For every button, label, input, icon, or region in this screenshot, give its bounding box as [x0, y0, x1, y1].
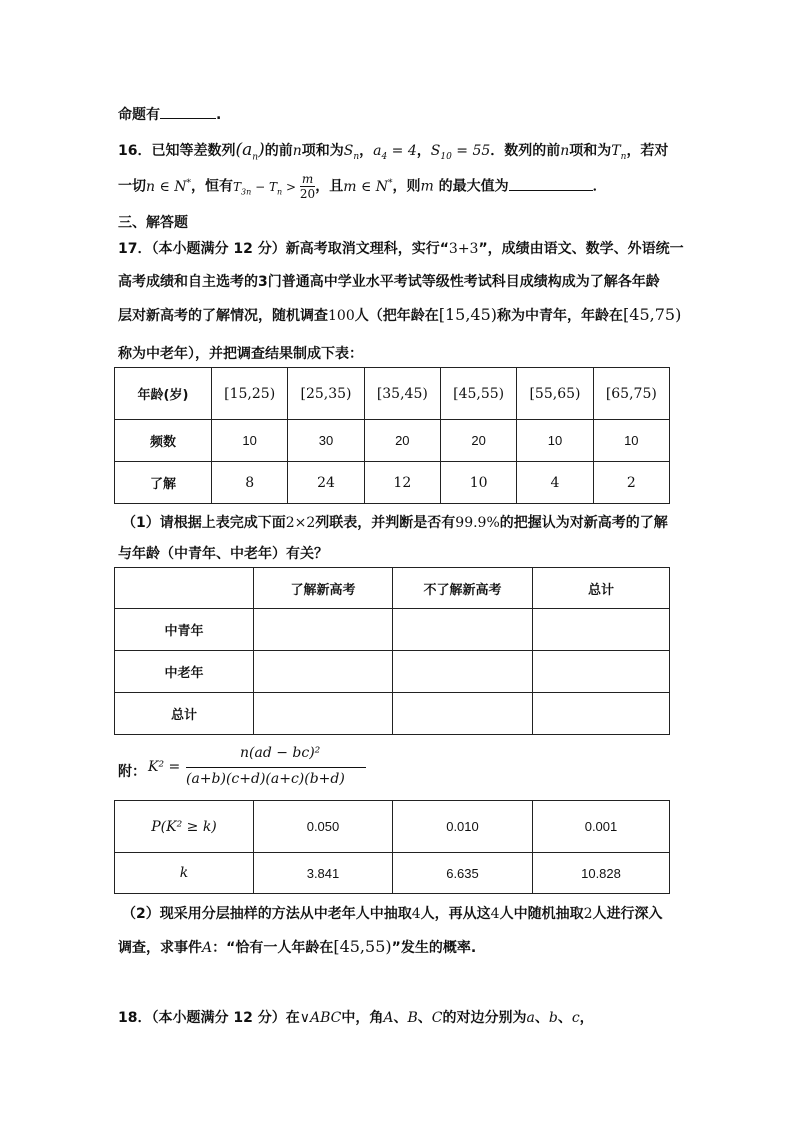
- table3-cell: 10.828: [533, 853, 670, 894]
- q18-a: 18．（本小题满分 12 分）在: [118, 1010, 300, 1026]
- table3-cell: 0.050: [254, 801, 393, 853]
- q17-l3a: 层对新高考的了解情况，随机调查: [118, 308, 328, 324]
- q16-n-in-N: n ∈ N*: [146, 177, 192, 195]
- q18-sep2: 、: [417, 1010, 432, 1026]
- q17-l1a: 17．（本小题满分 12 分）新高考取消文理科，实行“: [118, 241, 449, 257]
- table1-cell: 4: [517, 462, 593, 504]
- table-row: [115, 462, 670, 504]
- table2-cell: [393, 651, 533, 693]
- table1-cell: 20: [364, 420, 440, 462]
- table-row: [115, 693, 670, 735]
- q16-n-2: n: [560, 143, 570, 159]
- q16-l2c: ，恒有: [191, 178, 234, 195]
- q16-m: m: [420, 178, 434, 195]
- table2-cell: [533, 651, 670, 693]
- table1-cell: 10: [440, 462, 516, 504]
- p2c: 人，再从这: [420, 906, 491, 922]
- p2g: 人进行深入: [592, 906, 663, 922]
- q18-sep3: 、: [534, 1010, 549, 1026]
- p1a: （1）请根据上表完成下面: [122, 515, 286, 531]
- table2-cell: [393, 609, 533, 651]
- q16-l2k: 的最大值为: [433, 178, 509, 195]
- table2-cell: 总计: [115, 693, 254, 735]
- table3-cell: k: [115, 853, 254, 894]
- q16-line1: [118, 140, 668, 162]
- table1-cell: 24: [288, 462, 364, 504]
- table-row: [115, 651, 670, 693]
- table3-cell: P(K² ≥ k): [115, 801, 254, 853]
- table3-cell: 3.841: [254, 853, 393, 894]
- table2-cell: 中青年: [115, 609, 254, 651]
- q16-inequality: $T_{3n} - T_n$ >: [233, 179, 300, 196]
- table-row: [115, 801, 670, 853]
- q17-line4: 称为中老年），并把调查结果制成下表：: [118, 346, 363, 362]
- q16-fraction: $\frac{m}{20}$: [299, 172, 316, 201]
- q17-100: 100: [328, 308, 355, 324]
- q18-sep4: 、: [557, 1010, 572, 1026]
- critical-value-table: [114, 800, 670, 894]
- section-heading: 三、解答题: [118, 215, 188, 231]
- q16-l2a: 一切: [118, 178, 146, 195]
- table3-cell: 6.635: [393, 853, 533, 894]
- q16-comma-1: ，: [359, 143, 374, 159]
- p1-percent: 99.9%: [455, 515, 500, 531]
- event-A: A: [202, 940, 213, 956]
- p2e: 人中随机抽取: [499, 906, 584, 922]
- q17-part2-line2: [118, 937, 476, 957]
- table1-cell: [55,65): [517, 368, 593, 420]
- answer-blank-16: [509, 178, 593, 191]
- formula-numerator: n(ad − bc)²: [240, 745, 321, 761]
- q16-text-c: 项和为: [301, 143, 344, 159]
- q16-line2: [118, 172, 607, 201]
- q18-a-side: a: [526, 1010, 535, 1026]
- q16-Tn: $T_n$: [611, 143, 627, 162]
- q18-c-side: c: [571, 1010, 580, 1026]
- table2-cell: [115, 568, 254, 609]
- q18-b-side: b: [548, 1010, 558, 1026]
- line1-text: 命题有: [118, 107, 160, 123]
- p1e: 的把握认为对新高考的了解: [499, 515, 668, 531]
- table2-cell: [533, 693, 670, 735]
- table1-cell: 2: [593, 462, 669, 504]
- table2-cell: 总计: [533, 568, 670, 609]
- q17-part1-line2: 与年龄（中青年、中老年）有关？: [118, 546, 328, 562]
- line-fill-blank-15: 命题有 .: [118, 107, 222, 123]
- table1-cell: 20: [440, 420, 516, 462]
- q17-l3e: 称为中青年，年龄在: [497, 308, 624, 324]
- q18-B: B: [407, 1010, 418, 1026]
- table2-cell: 不了解新高考: [393, 568, 533, 609]
- table2-cell: [254, 693, 393, 735]
- q16-l2g: ，且: [315, 178, 344, 195]
- table-row: [115, 420, 670, 462]
- table1-header-row: [115, 368, 670, 420]
- q17-part1-line1: [122, 512, 668, 532]
- table2-cell: [254, 609, 393, 651]
- q18-A: A: [383, 1010, 394, 1026]
- q16-text-a: 已知等差数列: [151, 143, 236, 159]
- table1-cell: [65,75): [593, 368, 669, 420]
- table1-cell: 8: [212, 462, 288, 504]
- table1-cell: [45,55): [440, 368, 516, 420]
- q16-number: 16．: [118, 143, 152, 159]
- q16-comma-2: ，: [416, 143, 431, 159]
- q18-C: C: [431, 1010, 443, 1026]
- p2-4: 4: [411, 906, 421, 922]
- q16-text-f: ．数列的前: [490, 143, 561, 159]
- table2-cell: [393, 693, 533, 735]
- q18-end: ，: [579, 1010, 594, 1026]
- age-frequency-table: [114, 367, 670, 504]
- p2h: 调查，求事件: [118, 940, 202, 956]
- table2-cell: 中老年: [115, 651, 254, 693]
- formula-fraction-bar: [186, 767, 366, 768]
- q18-b: 中，角: [341, 1010, 384, 1026]
- table1-cell: [15,25): [212, 368, 288, 420]
- q18-line: [118, 1007, 594, 1027]
- q17-line3: [118, 305, 681, 325]
- q16-a4: $a_4 = 4$: [373, 143, 417, 162]
- q17-l3c: 人（把年龄在: [354, 308, 439, 324]
- formula-denominator: (a+b)(c+d)(a+c)(b+d): [186, 771, 345, 787]
- table1-cell: 10: [212, 420, 288, 462]
- p1-2x2: 2×2: [285, 515, 316, 531]
- q16-l2i: ，则: [392, 178, 421, 195]
- table2-cell: [254, 651, 393, 693]
- table2-cell: 了解新高考: [254, 568, 393, 609]
- answer-blank: [160, 106, 216, 119]
- q18-triangle: ∨ABC: [299, 1010, 342, 1026]
- table1-cell: 频数: [115, 420, 212, 462]
- table1-cell: 30: [288, 420, 364, 462]
- table3-cell: 0.001: [533, 801, 670, 853]
- q17-3plus3: 3+3: [448, 241, 479, 257]
- q16-text-g: 项和为: [569, 143, 612, 159]
- table1-cell: 12: [364, 462, 440, 504]
- q17-l1c: ”，成绩由语文、数学、外语统一: [478, 241, 684, 257]
- q17-line1: [118, 238, 684, 258]
- q18-sep1: 、: [393, 1010, 408, 1026]
- table-row: [115, 853, 670, 894]
- table1-cell: 了解: [115, 462, 212, 504]
- table1-cell: 10: [517, 420, 593, 462]
- table2-header-row: [115, 568, 670, 609]
- table1-cell: [25,35): [288, 368, 364, 420]
- q16-period: ．: [592, 178, 607, 195]
- p2-4b: 4: [490, 906, 500, 922]
- q16-n: n: [292, 143, 302, 159]
- q17-interval-2: [45,75): [623, 305, 682, 324]
- table3-cell: 0.010: [393, 801, 533, 853]
- q16-m-in-N: m ∈ N*: [343, 177, 393, 195]
- table1-cell: 10: [593, 420, 669, 462]
- p1c: 列联表，并判断是否有: [315, 515, 456, 531]
- contingency-table: [114, 567, 670, 735]
- formula-lhs: K² =: [148, 759, 181, 775]
- q17-interval-1: [15,45): [438, 305, 498, 324]
- q17-part2-line1: [122, 903, 663, 923]
- appendix-label: 附：: [118, 764, 146, 780]
- table1-cell: [35,45): [364, 368, 440, 420]
- q16-seq: $(a_n)$: [235, 140, 265, 163]
- q16-Sn: $S_n$: [343, 143, 360, 162]
- q16-S10: $S_{10} = 55$: [430, 143, 491, 162]
- table-row: [115, 609, 670, 651]
- p2a: （2）现采用分层抽样的方法从中老年人中抽取: [122, 906, 412, 922]
- p2j: ：“恰有一人年龄在: [212, 940, 334, 956]
- p2-2: 2: [583, 906, 593, 922]
- q18-e: 的对边分别为: [442, 1010, 527, 1026]
- q16-text-b: 的前: [264, 143, 293, 159]
- q16-text-h: ，若对: [626, 143, 669, 159]
- table2-cell: [533, 609, 670, 651]
- q17-line2: 高考成绩和自主选考的3门普通高中学业水平考试等级性考试科目成绩构成为了解各年龄: [118, 274, 660, 290]
- table1-cell: 年龄(岁): [115, 368, 212, 420]
- p2l: ”发生的概率.: [391, 940, 477, 956]
- p2-interval: [45,55): [333, 937, 392, 956]
